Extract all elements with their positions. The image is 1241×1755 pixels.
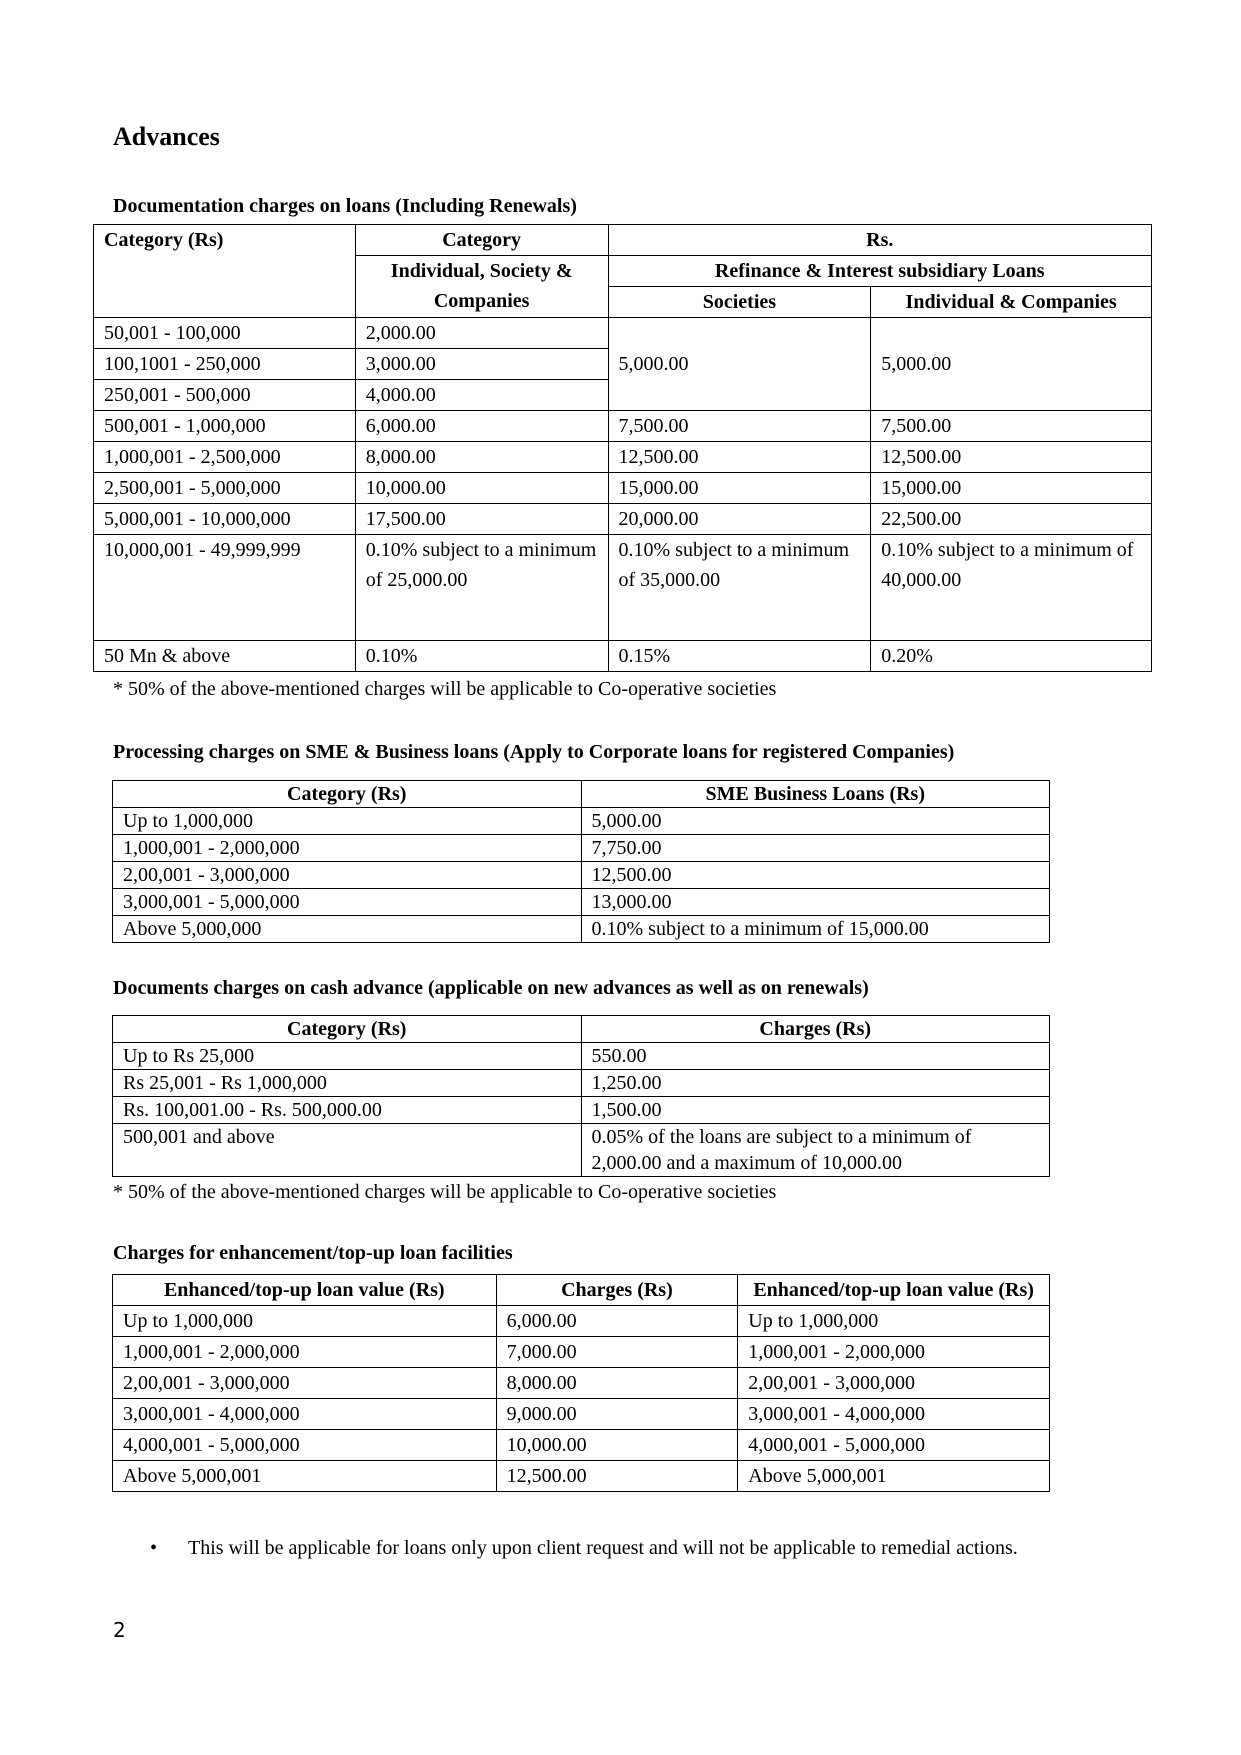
header-societies: Societies <box>608 287 871 318</box>
range-cell: Rs. 100,001.00 - Rs. 500,000.00 <box>113 1097 582 1124</box>
page-title: Advances <box>113 122 220 151</box>
charge-cell: 12,500.00 <box>496 1461 738 1492</box>
range-cell: 1,000,001 - 2,000,000 <box>113 1337 497 1368</box>
value-cell: 1,500.00 <box>581 1097 1050 1124</box>
value-cell: 5,000.00 <box>581 808 1050 835</box>
societies-cell: 15,000.00 <box>608 473 871 504</box>
range2-cell: 4,000,001 - 5,000,000 <box>738 1430 1050 1461</box>
cash-advance-table <box>112 1015 1050 1177</box>
range-cell: Up to 1,000,000 <box>113 1306 497 1337</box>
individual-cell: 8,000.00 <box>355 442 608 473</box>
range-cell: 2,500,001 - 5,000,000 <box>94 473 356 504</box>
individual-cell: 0.10% <box>355 641 608 672</box>
table-row <box>94 318 1152 349</box>
range2-cell: 3,000,001 - 4,000,000 <box>738 1399 1050 1430</box>
processing-title: Processing charges on SME & Business loans (Apply to Corporate loans for registered Companies) <box>113 741 955 763</box>
ic-merged-cell: 5,000.00 <box>871 318 1152 411</box>
range-cell: 2,00,001 - 3,000,000 <box>113 1368 497 1399</box>
range-cell: Up to Rs 25,000 <box>113 1043 582 1070</box>
page-number: 2 <box>113 1618 126 1642</box>
societies-merged-cell: 5,000.00 <box>608 318 871 411</box>
processing-table <box>112 780 1050 943</box>
doc-charges-note: * 50% of the above-mentioned charges will be applicable to Co-operative societies <box>113 678 777 700</box>
societies-cell: 12,500.00 <box>608 442 871 473</box>
individual-cell: 17,500.00 <box>355 504 608 535</box>
range-cell: 3,000,001 - 5,000,000 <box>113 889 582 916</box>
table-row <box>94 442 1152 473</box>
header-sme: SME Business Loans (Rs) <box>581 781 1050 808</box>
range-cell: Above 5,000,000 <box>113 916 582 943</box>
range-cell: 100,1001 - 250,000 <box>94 349 356 380</box>
value-cell: 550.00 <box>581 1043 1050 1070</box>
header-individual-society: Individual, Society & Companies <box>355 256 608 318</box>
table-row <box>113 1368 1050 1399</box>
range2-cell: 1,000,001 - 2,000,000 <box>738 1337 1050 1368</box>
range-cell: 5,000,001 - 10,000,000 <box>94 504 356 535</box>
table-row <box>113 889 1050 916</box>
cash-advance-note: * 50% of the above-mentioned charges will be applicable to Co-operative societies <box>113 1181 777 1203</box>
societies-cell: 20,000.00 <box>608 504 871 535</box>
header-category: Category (Rs) <box>113 781 582 808</box>
value-cell: 7,750.00 <box>581 835 1050 862</box>
doc-charges-title: Documentation charges on loans (Including Renewals) <box>113 195 577 217</box>
range-cell: 1,000,001 - 2,500,000 <box>94 442 356 473</box>
bullet-symbol: • <box>150 1537 158 1559</box>
bullet-text: This will be applicable for loans only upon client request and will not be applicable to remedial actions. <box>188 1537 1018 1559</box>
range-cell: 10,000,001 - 49,999,999 <box>94 535 356 641</box>
doc-charges-table <box>93 224 1152 672</box>
header-charges: Charges (Rs) <box>496 1275 738 1306</box>
header-individual-companies: Individual & Companies <box>871 287 1152 318</box>
range-cell: 50 Mn & above <box>94 641 356 672</box>
table-row <box>94 504 1152 535</box>
table-row <box>113 1461 1050 1492</box>
societies-cell: 7,500.00 <box>608 411 871 442</box>
table-row <box>113 1337 1050 1368</box>
enhancement-table <box>112 1274 1050 1492</box>
cash-advance-title: Documents charges on cash advance (applicable on new advances as well as on renewals) <box>113 977 869 999</box>
range-cell: 1,000,001 - 2,000,000 <box>113 835 582 862</box>
societies-cell: 0.15% <box>608 641 871 672</box>
header-category-rs: Category (Rs) <box>94 225 356 318</box>
individual-cell: 6,000.00 <box>355 411 608 442</box>
ic-cell: 12,500.00 <box>871 442 1152 473</box>
table-row <box>113 835 1050 862</box>
value-cell: 13,000.00 <box>581 889 1050 916</box>
ic-cell: 0.20% <box>871 641 1152 672</box>
header-loan-value-2: Enhanced/top-up loan value (Rs) <box>738 1275 1050 1306</box>
range-cell: Above 5,000,001 <box>113 1461 497 1492</box>
range-cell: 4,000,001 - 5,000,000 <box>113 1430 497 1461</box>
ic-cell: 7,500.00 <box>871 411 1152 442</box>
value-cell: 0.05% of the loans are subject to a minimum of 2,000.00 and a maximum of 10,000.00 <box>581 1124 1050 1177</box>
table-row <box>94 641 1152 672</box>
range-cell: 50,001 - 100,000 <box>94 318 356 349</box>
header-loan-value: Enhanced/top-up loan value (Rs) <box>113 1275 497 1306</box>
range2-cell: Above 5,000,001 <box>738 1461 1050 1492</box>
individual-cell: 0.10% subject to a minimum of 25,000.00 <box>355 535 608 641</box>
individual-cell: 2,000.00 <box>355 318 608 349</box>
charge-cell: 8,000.00 <box>496 1368 738 1399</box>
table-row <box>94 411 1152 442</box>
table-row <box>113 862 1050 889</box>
table-row <box>113 1306 1050 1337</box>
header-rs: Rs. <box>608 225 1151 256</box>
range-cell: 500,001 - 1,000,000 <box>94 411 356 442</box>
ic-cell: 0.10% subject to a minimum of 40,000.00 <box>871 535 1152 641</box>
charge-cell: 7,000.00 <box>496 1337 738 1368</box>
individual-cell: 10,000.00 <box>355 473 608 504</box>
range-cell: 500,001 and above <box>113 1124 582 1177</box>
range-cell: Rs 25,001 - Rs 1,000,000 <box>113 1070 582 1097</box>
range-cell: 2,00,001 - 3,000,000 <box>113 862 582 889</box>
charge-cell: 6,000.00 <box>496 1306 738 1337</box>
range2-cell: Up to 1,000,000 <box>738 1306 1050 1337</box>
table-row <box>94 473 1152 504</box>
table-row <box>113 1097 1050 1124</box>
individual-cell: 4,000.00 <box>355 380 608 411</box>
range-cell: 3,000,001 - 4,000,000 <box>113 1399 497 1430</box>
ic-cell: 22,500.00 <box>871 504 1152 535</box>
table-row <box>113 1124 1050 1177</box>
table-row <box>113 1430 1050 1461</box>
value-cell: 0.10% subject to a minimum of 15,000.00 <box>581 916 1050 943</box>
charge-cell: 10,000.00 <box>496 1430 738 1461</box>
range-cell: Up to 1,000,000 <box>113 808 582 835</box>
table-row <box>113 1399 1050 1430</box>
range2-cell: 2,00,001 - 3,000,000 <box>738 1368 1050 1399</box>
header-category: Category (Rs) <box>113 1016 582 1043</box>
ic-cell: 15,000.00 <box>871 473 1152 504</box>
range-cell: 250,001 - 500,000 <box>94 380 356 411</box>
header-category: Category <box>355 225 608 256</box>
charge-cell: 9,000.00 <box>496 1399 738 1430</box>
table-row <box>113 916 1050 943</box>
table-row <box>113 1070 1050 1097</box>
table-row <box>94 535 1152 641</box>
societies-cell: 0.10% subject to a minimum of 35,000.00 <box>608 535 871 641</box>
table-row <box>113 808 1050 835</box>
header-charges: Charges (Rs) <box>581 1016 1050 1043</box>
table-row <box>113 1043 1050 1070</box>
individual-cell: 3,000.00 <box>355 349 608 380</box>
value-cell: 1,250.00 <box>581 1070 1050 1097</box>
header-refinance: Refinance & Interest subsidiary Loans <box>608 256 1151 287</box>
value-cell: 12,500.00 <box>581 862 1050 889</box>
enhancement-title: Charges for enhancement/top-up loan facilities <box>113 1242 513 1264</box>
